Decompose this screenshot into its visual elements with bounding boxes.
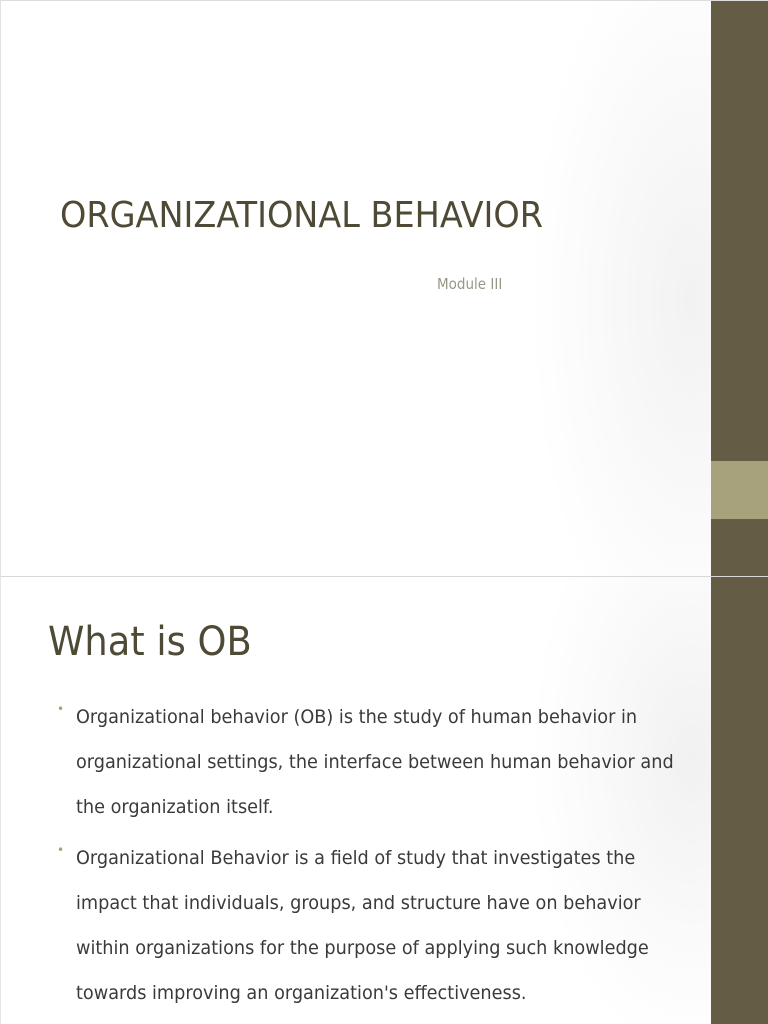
content-slide — [0, 576, 768, 1024]
slide-heading: What is OB — [48, 619, 252, 665]
bullet-list — [57, 695, 677, 1022]
bullet-item — [57, 695, 677, 830]
slide-subtitle: Module III — [437, 275, 503, 293]
bullet-dot-icon: • — [57, 702, 65, 716]
slide-sidebar — [711, 577, 768, 1024]
bullet-item — [57, 836, 677, 1016]
bullet-text: Organizational Behavior is a field of study that investigates the impact that individuals, groups, and structure have on behavior within organizations for the purpose of applying such knowledge towards improving an organization's effectiveness. — [76, 847, 649, 1004]
slide-title: ORGANIZATIONAL BEHAVIOR — [60, 195, 544, 236]
bullet-dot-icon: • — [57, 843, 65, 857]
sidebar-accent-block — [711, 461, 768, 519]
bullet-text: Organizational behavior (OB) is the study of human behavior in organizational settings, the interface between human behavior and the organization itself. — [76, 706, 674, 818]
